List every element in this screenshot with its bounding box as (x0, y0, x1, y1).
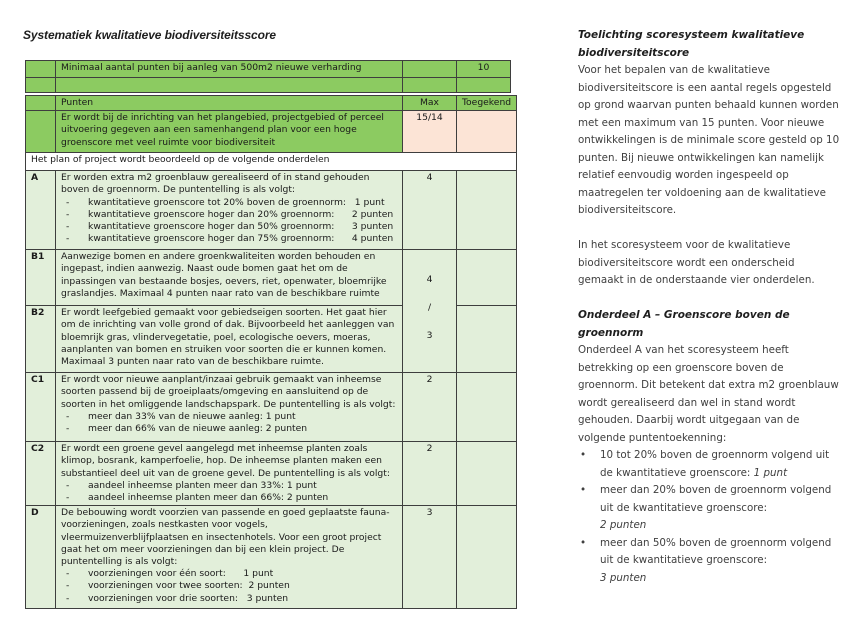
row-text: Er worden extra m2 groenblauw gerealiseerd of in stand gehouden boven de groennorm. De puntentelling is als volgt: (61, 172, 370, 196)
table-row-b1 (26, 250, 517, 306)
explanation-heading: Toelichting scoresysteem kwalitatieve biodiversiteitscore (578, 29, 805, 59)
row-code: C2 (26, 442, 56, 506)
scoring-table (25, 95, 517, 609)
table-row-c1 (26, 373, 517, 442)
table-row-d (26, 506, 517, 609)
list-item: - aandeel inheemse planten meer dan 66%: 2 punten (61, 492, 397, 504)
row-toegekend[interactable] (457, 171, 517, 250)
header-toegekend: Toegekend (457, 96, 517, 111)
row-max: 4 (403, 171, 457, 250)
row-toegekend[interactable] (457, 306, 517, 373)
minimum-points-value: 10 (457, 61, 511, 78)
list-item: • 10 tot 20% boven de groennorm volgend uit de kwantitatieve groenscore: 1 punt (578, 447, 840, 482)
section-a-paragraph: Onderdeel A van het scoresysteem heeft betrekking op een groenscore boven de groennorm. Dit betekent dat extra m2 groenblauw wordt gerealiseerd dan wel in stand wordt gehouden. Daarbij wordt uitgegaan van de volgende puntentoekenning: (578, 344, 839, 444)
section-label-row (26, 153, 517, 171)
list-item: • meer dan 50% boven de groennorm volgend uit de kwantitatieve groenscore: 3 punten (578, 535, 840, 588)
row-toegekend[interactable] (457, 373, 517, 442)
minimum-points-label: Minimaal aantal punten bij aanleg van 500m2 nieuwe verharding (56, 61, 403, 78)
list-item: - voorzieningen voor drie soorten: 3 punten (61, 593, 397, 605)
row-toegekend[interactable] (457, 506, 517, 609)
row-toegekend[interactable] (457, 442, 517, 506)
document-title: Systematiek kwalitatieve biodiversiteitsscore (23, 28, 276, 42)
row-text: De bebouwing wordt voorzien van passende en goed geplaatste fauna-voorzieningen, zoals nestkasten voor vogels, vleermuizenverblijfplaatsen en insectenhotels. Voor een groot project gaat het om meer voorzieningen dan bij een klein project. De puntentelling is als volgt: (61, 507, 390, 568)
row-code: B2 (26, 306, 56, 373)
row-max: 2 (403, 442, 457, 506)
list-item: - voorzieningen voor twee soorten: 2 punten (61, 580, 397, 592)
explanation-paragraph: In het scoresysteem voor de kwalitatieve biodiversiteitscore wordt een onderscheid gemaakt in de onderstaande vier onderdelen. (578, 239, 815, 286)
intro-text: Er wordt bij de inrichting van het plangebied, projectgebied of perceel uitvoering gegeven aan een samenhangend plan voor een hoge groenscore met veel ruimte voor biodiversiteit (56, 111, 403, 153)
row-code: B1 (26, 250, 56, 306)
header-punten: Punten (56, 96, 403, 111)
list-item: - voorzieningen voor één soort: 1 punt (61, 568, 397, 580)
section-label: Het plan of project wordt beoordeeld op de volgende onderdelen (26, 153, 517, 171)
row-code: D (26, 506, 56, 609)
table-row (26, 78, 511, 93)
row-text: Er wordt leefgebied gemaakt voor gebiedseigen soorten. Het gaat hier om de inrichting van volle grond of dak. Bijvoorbeeld het aanleggen van bloemrijk gras, vlindervegetatie, poel, ecologische oevers, moeras, aanplanten van bomen en struiken voor soorten die er kunnen komen. Maximaal 3 punten naar rato van de beschikbare ruimte. (56, 306, 403, 373)
intro-max: 15/14 (403, 111, 457, 153)
row-code: C1 (26, 373, 56, 442)
list-item: - aandeel inheemse planten meer dan 33%: 1 punt (61, 480, 397, 492)
list-item: - kwantitatieve groenscore hoger dan 75% groennorm: 4 punten (61, 233, 397, 245)
table-row (26, 61, 511, 78)
list-item: • meer dan 20% boven de groennorm volgend uit de kwantitatieve groenscore: 2 punten (578, 482, 840, 535)
row-max: 2 (403, 373, 457, 442)
row-text: Aanwezige bomen en andere groenkwaliteiten worden behouden en ingepast, indien aanwezig. Naast oude bomen gaat het om de inpassingen van bestaande bosjes, oevers, riet, openwater, bloemrijke graslandjes. Maximaal 4 punten naar rato van de beschikbare ruimte (56, 250, 403, 306)
section-a-heading: Onderdeel A – Groenscore boven de groennorm (578, 309, 790, 339)
row-text: Er wordt een groene gevel aangelegd met inheemse planten zoals klimop, bosrank, kamperfoelie, hop. De inheemse planten maken een substantieel deel uit van de groene gevel. De puntentelling is als volgt: (61, 443, 390, 479)
row-code: A (26, 171, 56, 250)
table-row-a (26, 171, 517, 250)
intro-toegekend[interactable] (457, 111, 517, 153)
header-max: Max (403, 96, 457, 111)
list-item: - meer dan 33% van de nieuwe aanleg: 1 punt (61, 411, 397, 423)
row-max-b: 4 / 3 (403, 250, 457, 373)
table-row (26, 111, 517, 153)
table-row-c2 (26, 442, 517, 506)
list-item: - meer dan 66% van de nieuwe aanleg: 2 punten (61, 423, 397, 435)
list-item: - kwantitatieve groenscore hoger dan 20% groennorm: 2 punten (61, 209, 397, 221)
list-item: - kwantitatieve groenscore tot 20% boven de groennorm: 1 punt (61, 197, 397, 209)
minimum-points-table (25, 60, 511, 93)
table-header-row (26, 96, 517, 111)
explanation-paragraph: Voor het bepalen van de kwalitatieve biodiversiteitscore is een aantal regels opgesteld op grond waarvan punten behaald kunnen worden met een maximum van 15 punten. Voor nieuwe ontwikkelingen is de minimale score gesteld op 10 punten. Bij nieuwe ontwikkelingen kan namelijk relatief eenvoudig worden ingespeeld op maatregelen ter voldoening aan de kwalitatieve biodiversiteitscore. (578, 64, 840, 216)
explanation-column (578, 27, 840, 587)
points-list (578, 447, 840, 587)
row-max: 3 (403, 506, 457, 609)
list-item: - kwantitatieve groenscore hoger dan 50% groennorm: 3 punten (61, 221, 397, 233)
row-toegekend[interactable] (457, 250, 517, 306)
row-text: Er wordt voor nieuwe aanplant/inzaai gebruik gemaakt van inheemse soorten passend bij de groeiplaats/omgeving en aansluitend op de soorten in het omliggende landschapspark. De puntentelling is als volgt: (61, 374, 396, 410)
